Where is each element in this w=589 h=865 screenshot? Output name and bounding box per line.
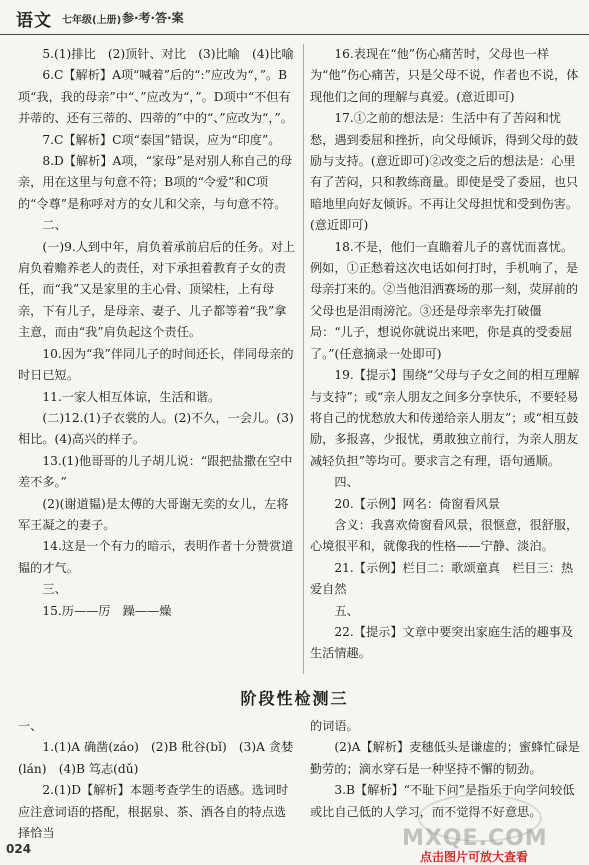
grade-label: 七年级(上册) [62,15,122,26]
bottom-left-column [18,716,297,844]
answer-key-label: 参·考·答·案 [122,11,184,25]
answer-paragraph: 7.C【解析】C项“泰国”错误，应为“印度”。 [42,132,281,147]
answer-paragraph: 18.不是，他们一直瞻着儿子的喜忧而喜忧。例如，①正愁着这次电话如何打时，手机响了，是母亲打来的。②当他泪洒赛场的那一刻，荧屏前的父母也是泪雨滂沱。③还是母亲率先打破僵局：“儿子，想说你就说出来吧，你是真的受委屈了。”(任意摘录一处即可) [310,239,579,361]
answer-paragraph: 三、 [42,582,67,597]
answer-paragraph: 8.D【解析】A项，“家母”是对别人称自己的母亲，用在这里与句意不符；B项的“令爱”和C项的“令尊”是称呼对方的女儿和父亲，与句意不符。 [18,154,293,211]
answer-paragraph: (二)12.(1)子衣裳的人。(2)不久，一会儿。(3)相比。(4)高兴的样子。 [18,410,294,447]
answer-paragraph: 的词语。 [310,719,359,733]
subject-logo: 语文 [16,11,52,31]
answer-paragraph: 16.表现在“他”伤心痛苦时，父母也一样为“他”伤心痛苦，只是父母不说，作者也不说，体现他们之间的理解与真爱。(意近即可) [310,47,579,104]
answer-paragraph: 20.【示例】网名：倚窗看风景 [334,496,501,511]
right-column [310,44,582,665]
answer-paragraph: 21.【示例】栏目二：歌颂童真 栏目三：热爱自然 [310,560,574,597]
answer-paragraph: 22.【提示】文章中要突出家庭生活的趣事及生活情趣。 [310,624,574,661]
answer-paragraph: 5.(1)排比 (2)顶针、对比 (3)比喻 (4)比喻 [42,47,294,61]
answer-paragraph: 一、 [18,719,43,733]
answer-paragraph: 13.(1)他哥哥的儿子胡儿说：“跟把盐撒在空中差不多。” [18,453,293,490]
answer-paragraph: 6.C【解析】A项“喊着”后的“:”应改为“，”。B项“我，我的母亲”中“、”应改为“，”。D项中“不但有并蒂的、还有三蒂的、四蒂的”中的“、”应改为“，”。 [18,68,293,126]
answer-paragraph: 四、 [334,475,359,490]
answer-paragraph: 17.①之前的想法是：生活中有了苦闷和忧愁，遇到委屈和挫折，向父母倾诉，得到父母的鼓励与支持。(意近即可)②改变之后的想法是：心里有了苦闷，只和教练商量。即使是受了委屈，也只暗地里向好友倾诉。不再让父母担忧和受到伤害。(意近即可) [310,111,579,233]
answer-paragraph: 1.(1)A 确凿(záo) (2)B 秕谷(bǐ) (3)A 贪婪(lán) (4)B 笃志(dǔ) [18,740,294,776]
section-title: 阶段性检测三 [240,689,349,708]
answer-paragraph: 含义：我喜欢倚窗看风景，很惬意，很舒服，心境很平和，就像我的性格——宁静、淡泊。 [310,517,579,554]
answer-paragraph: 3.B【解析】“不耻下问”是指乐于向学问较低或比自己低的人学习，而不觉得不好意思。 [310,783,575,819]
watermark: MXQE.COM [402,826,548,851]
page-number: 024 [6,842,32,856]
answer-paragraph: 二、 [42,218,67,233]
answer-paragraph: 11.一家人相互体谅，生活和谐。 [42,389,221,404]
page-header [0,0,589,35]
column-divider [303,44,304,674]
answer-paragraph: 14.这是一个有力的暗示，表明作者十分赞赏道韫的才气。 [18,539,294,575]
answer-paragraph: 19.【提示】围绕“父母与子女之间的相互理解与支持”；或“亲人朋友之间多分享快乐，不要轻易将自己的忧愁放大和传递给亲人朋友”；或“相互鼓励，多报喜，少报忧，勇敢独立前行，为亲人朋友减轻负担”等均可。要求言之有理，语句通顺。 [310,368,580,468]
answer-paragraph: (一)9.人到中年，肩负着承前启后的任务。对上肩负着赡养老人的责任，对下承担着教育子女的责任，而“我”又是家里的主心骨、顶梁柱，上有母亲，下有儿子，是母亲、妻子、儿子都等着“我”拿主意，而由“我”肩负起这个责任。 [18,239,296,340]
answer-paragraph: 10.因为“我”伴同儿子的时间还长，伴同母亲的时日已短。 [18,346,294,383]
zoom-hint-link[interactable]: 点击图片可放大查看 [420,850,529,864]
answer-paragraph: 五、 [334,603,359,618]
answer-paragraph: 15.历——厉 躁——燥 [42,603,172,618]
left-column [18,44,297,622]
answer-paragraph: (2)A【解析】麦穗低头是谦虚的；蜜蜂忙碌是勤劳的；滴水穿石是一种坚持不懈的韧劲。 [310,740,580,776]
answer-paragraph: (2)(谢道韫)是太傅的大哥谢无奕的女儿，左将军王凝之的妻子。 [18,496,289,532]
answer-paragraph: 2.(1)D【解析】本题考查学生的语感。选词时应注意词语的搭配，根据泉、茶、酒各自的特点选择恰当 [18,783,289,841]
